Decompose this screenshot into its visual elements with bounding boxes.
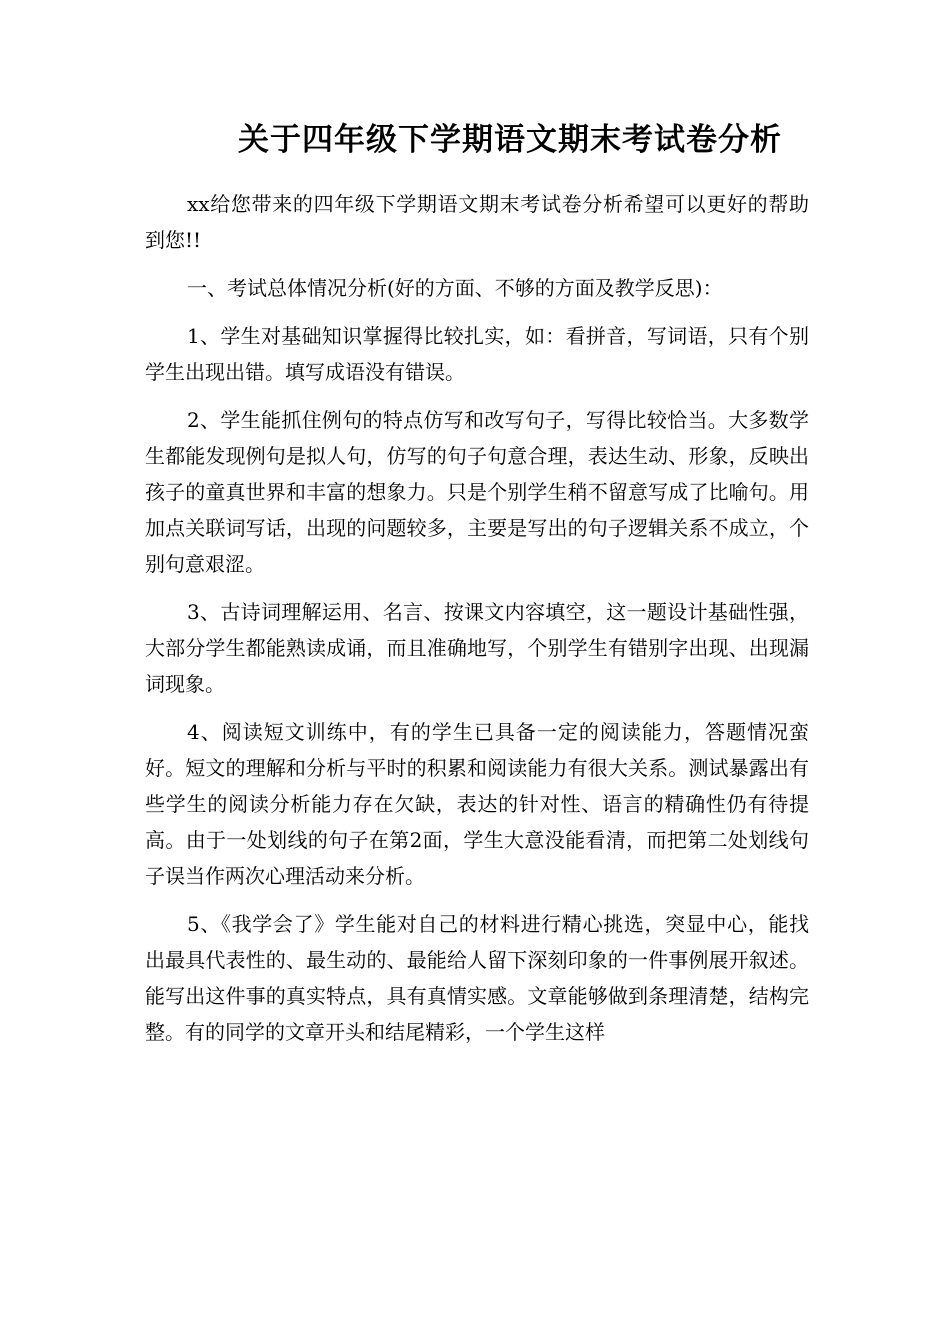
paragraph-item-3: 3、古诗词理解运用、名言、按课文内容填空，这一题设计基础性强，大部分学生都能熟读成诵，而且准确地写，个别学生有错别字出现、出现漏词现象。 bbox=[145, 600, 809, 696]
document-body bbox=[145, 186, 809, 1062]
paragraph-section-heading: 一、考试总体情况分析(好的方面、不够的方面及教学反思)： bbox=[187, 276, 723, 300]
paragraph-item-1: 1、学生对基础知识掌握得比较扎实，如：看拼音，写词语，只有个别学生出现出错。填写成语没有错误。 bbox=[145, 324, 809, 384]
paragraph-item-2: 2、学生能抓住例句的特点仿写和改写句子，写得比较恰当。大多数学生都能发现例句是拟人句，仿写的句子句意合理，表达生动、形象，反映出孩子的童真世界和丰富的想象力。只是个别学生稍不留意写成了比喻句。用加点关联词写话，出现的问题较多，主要是写出的句子逻辑关系不成立，个别句意艰涩。 bbox=[145, 408, 809, 576]
paragraph-intro: xx给您带来的四年级下学期语文期末考试卷分析希望可以更好的帮助到您!! bbox=[145, 192, 809, 252]
paragraph-item-5: 5、《我学会了》学生能对自己的材料进行精心挑选，突显中心，能找出最具代表性的、最生动的、最能给人留下深刻印象的一件事例展开叙述。能写出这件事的真实特点，具有真情实感。文章能够做到条理清楚，结构完整。有的同学的文章开头和结尾精彩，一个学生这样 bbox=[145, 912, 809, 1044]
paragraph-item-4: 4、阅读短文训练中，有的学生已具备一定的阅读能力，答题情况蛮好。短文的理解和分析与平时的积累和阅读能力有很大关系。测试暴露出有些学生的阅读分析能力存在欠缺，表达的针对性、语言的精确性仍有待提高。由于一处划线的句子在第2面，学生大意没能看清，而把第二处划线句子误当作两次心理活动来分析。 bbox=[145, 720, 809, 888]
document-title: 关于四年级下学期语文期末考试卷分析 bbox=[238, 122, 782, 158]
